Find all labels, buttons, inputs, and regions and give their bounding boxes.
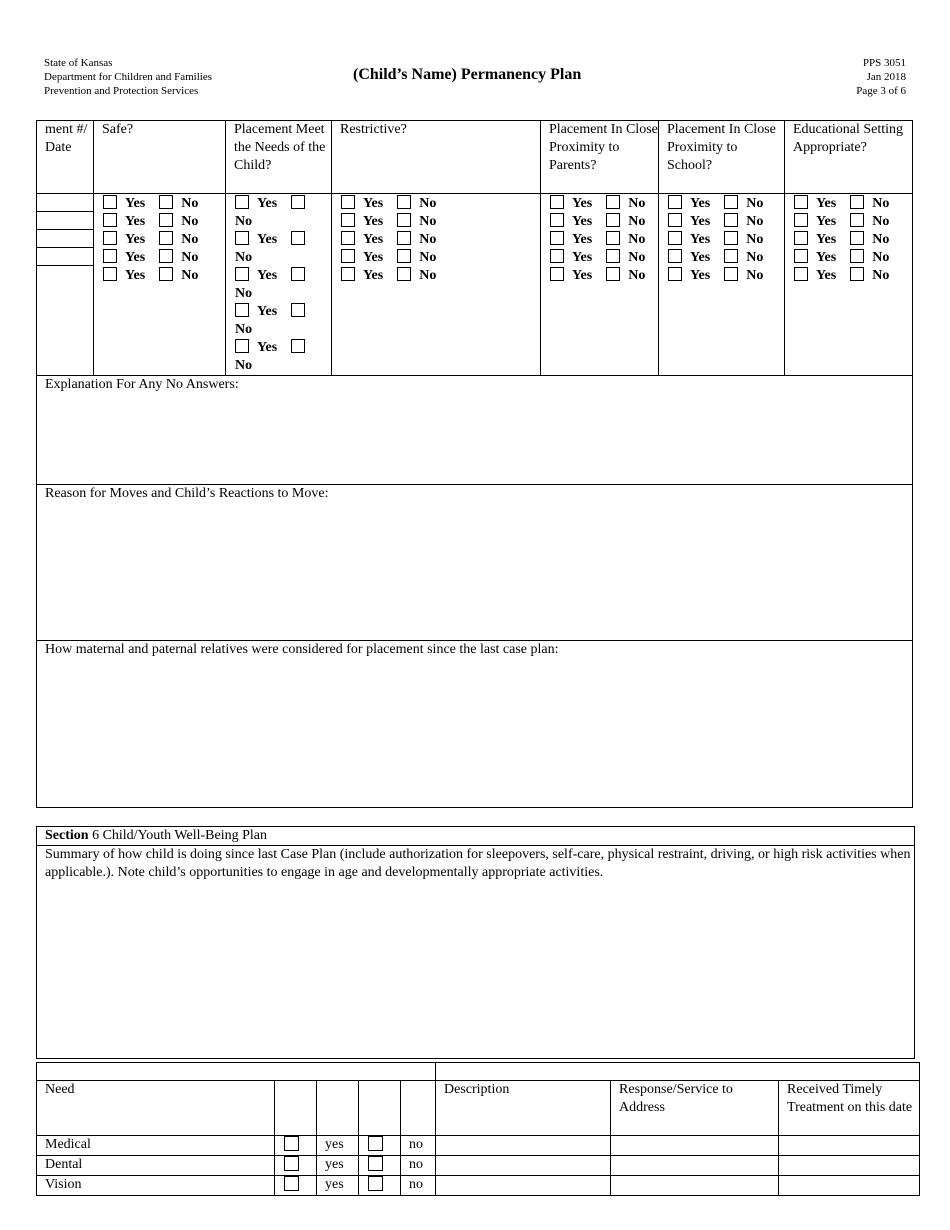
no-label: No xyxy=(628,250,646,265)
response-field[interactable] xyxy=(611,1156,779,1176)
agency-line: Prevention and Protection Services xyxy=(44,85,199,97)
yes-label: Yes xyxy=(816,232,837,247)
no-checkbox[interactable] xyxy=(159,195,173,209)
yes-checkbox[interactable] xyxy=(103,267,117,281)
col-header-school: Placement In Close Proximity to School? xyxy=(659,121,785,194)
section6-title: 6 Child/Youth Well-Being Plan xyxy=(88,828,267,843)
no-label: No xyxy=(235,214,253,229)
need-header: Need xyxy=(37,1081,275,1136)
yes-checkbox[interactable] xyxy=(103,249,117,263)
yes-label: yes xyxy=(317,1176,359,1196)
no-checkbox[interactable] xyxy=(724,213,738,227)
no-label: no xyxy=(401,1136,436,1156)
yes-label: Yes xyxy=(572,196,593,211)
blank-header xyxy=(317,1081,359,1136)
no-checkbox[interactable] xyxy=(291,231,305,245)
no-checkbox[interactable] xyxy=(397,249,411,263)
form-number: PPS 3051 xyxy=(862,57,906,69)
yes-checkbox[interactable] xyxy=(341,213,355,227)
col-header-needs: Placement Meet the Needs of the Child? xyxy=(226,121,332,194)
no-label: no xyxy=(401,1176,436,1196)
need-label: Vision xyxy=(37,1176,275,1196)
yes-checkbox[interactable] xyxy=(550,231,564,245)
date-field[interactable] xyxy=(37,230,93,248)
no-label: No xyxy=(181,268,199,283)
yes-checkbox[interactable] xyxy=(103,231,117,245)
no-checkbox[interactable] xyxy=(850,249,864,263)
date-field[interactable] xyxy=(37,248,93,266)
response-header: Response/Service to Address xyxy=(611,1081,779,1136)
no-label: No xyxy=(746,232,764,247)
table-row xyxy=(37,1136,920,1156)
no-checkbox[interactable] xyxy=(724,249,738,263)
no-checkbox[interactable] xyxy=(159,231,173,245)
description-field[interactable] xyxy=(436,1156,611,1176)
yes-label: Yes xyxy=(125,232,146,247)
agency-line: Department for Children and Families xyxy=(44,71,213,83)
yes-label: Yes xyxy=(125,268,146,283)
yes-label: Yes xyxy=(257,268,278,283)
page-number: Page 3 of 6 xyxy=(856,85,906,97)
agency-block xyxy=(44,56,212,98)
summary-label: Summary of how child is doing since last Case Plan (include authorization for sleepovers, self-care, physical restraint, driving, or high risk activities when applicable.). Note child’s opportunities to engage in age and developmentally appropriate activities. xyxy=(45,847,911,880)
yes-label: Yes xyxy=(816,214,837,229)
yes-checkbox[interactable] xyxy=(794,195,808,209)
needs-table xyxy=(36,1062,920,1196)
yes-checkbox[interactable] xyxy=(668,249,682,263)
education-checks xyxy=(785,194,913,376)
form-info-block xyxy=(856,56,906,98)
table-row xyxy=(37,1176,920,1196)
yes-label: Yes xyxy=(690,232,711,247)
response-field[interactable] xyxy=(611,1136,779,1156)
yes-label: Yes xyxy=(572,232,593,247)
no-label: No xyxy=(628,214,646,229)
no-label: No xyxy=(746,268,764,283)
yes-checkbox[interactable] xyxy=(284,1136,299,1151)
section6-table xyxy=(36,826,915,1059)
no-checkbox[interactable] xyxy=(397,213,411,227)
safe-checks xyxy=(94,194,226,376)
no-checkbox[interactable] xyxy=(724,231,738,245)
yes-checkbox[interactable] xyxy=(794,213,808,227)
no-label: No xyxy=(181,250,199,265)
no-label: No xyxy=(235,250,253,265)
no-label: No xyxy=(419,232,437,247)
no-checkbox[interactable] xyxy=(397,231,411,245)
section-word: Section xyxy=(45,828,89,843)
response-field[interactable] xyxy=(611,1176,779,1196)
yes-checkbox[interactable] xyxy=(794,249,808,263)
yes-checkbox[interactable] xyxy=(550,267,564,281)
col-header-restrictive: Restrictive? xyxy=(332,121,541,194)
no-label: No xyxy=(419,268,437,283)
yes-checkbox-cell xyxy=(275,1156,317,1176)
yes-checkbox[interactable] xyxy=(235,339,249,353)
yes-label: Yes xyxy=(363,250,384,265)
no-checkbox[interactable] xyxy=(291,195,305,209)
treatment-field[interactable] xyxy=(779,1136,920,1156)
yes-checkbox[interactable] xyxy=(284,1176,299,1191)
col-header-education: Educational Setting Appropriate? xyxy=(785,121,913,194)
no-label: No xyxy=(628,196,646,211)
no-checkbox[interactable] xyxy=(368,1136,383,1151)
no-checkbox[interactable] xyxy=(159,267,173,281)
reason-label: Reason for Moves and Child’s Reactions to Move: xyxy=(45,486,329,501)
yes-label: Yes xyxy=(363,268,384,283)
yes-label: Yes xyxy=(257,304,278,319)
no-checkbox[interactable] xyxy=(606,213,620,227)
yes-checkbox[interactable] xyxy=(550,195,564,209)
yes-label: Yes xyxy=(816,196,837,211)
yes-checkbox[interactable] xyxy=(550,213,564,227)
no-checkbox[interactable] xyxy=(159,213,173,227)
yes-checkbox-cell xyxy=(275,1176,317,1196)
no-label: No xyxy=(235,322,253,337)
yes-label: Yes xyxy=(572,214,593,229)
blank-header xyxy=(401,1081,436,1136)
yes-label: Yes xyxy=(690,250,711,265)
no-label: No xyxy=(419,214,437,229)
form-date: Jan 2018 xyxy=(866,71,906,83)
no-label: No xyxy=(181,232,199,247)
no-checkbox[interactable] xyxy=(291,339,305,353)
section6-header xyxy=(37,827,915,846)
explanation-label: Explanation For Any No Answers: xyxy=(45,377,239,392)
no-label: No xyxy=(746,196,764,211)
no-label: No xyxy=(872,250,890,265)
needs-checks xyxy=(226,194,332,376)
yes-checkbox-cell xyxy=(275,1136,317,1156)
blank-header xyxy=(275,1081,317,1136)
no-checkbox[interactable] xyxy=(850,213,864,227)
no-checkbox[interactable] xyxy=(397,195,411,209)
treatment-header: Received Timely Treatment on this date xyxy=(779,1081,920,1136)
yes-checkbox[interactable] xyxy=(668,231,682,245)
school-checks xyxy=(659,194,785,376)
yes-label: Yes xyxy=(816,250,837,265)
no-label: No xyxy=(181,214,199,229)
col-header-date: ment #/ Date xyxy=(37,121,94,194)
date-subrows xyxy=(37,194,93,266)
yes-label: Yes xyxy=(363,196,384,211)
no-checkbox-cell xyxy=(359,1136,401,1156)
need-label: Medical xyxy=(37,1136,275,1156)
summary-field[interactable] xyxy=(37,846,915,1059)
yes-label: Yes xyxy=(363,214,384,229)
reason-field[interactable] xyxy=(37,485,913,641)
yes-label: Yes xyxy=(816,268,837,283)
restrictive-checks xyxy=(332,194,541,376)
no-label: No xyxy=(872,196,890,211)
treatment-field[interactable] xyxy=(779,1156,920,1176)
description-field[interactable] xyxy=(436,1176,611,1196)
yes-label: Yes xyxy=(257,232,278,247)
no-label: No xyxy=(872,232,890,247)
treatment-field[interactable] xyxy=(779,1176,920,1196)
yes-checkbox[interactable] xyxy=(235,195,249,209)
yes-checkbox[interactable] xyxy=(794,231,808,245)
yes-label: Yes xyxy=(125,196,146,211)
no-checkbox[interactable] xyxy=(850,195,864,209)
yes-checkbox[interactable] xyxy=(668,213,682,227)
no-checkbox[interactable] xyxy=(606,231,620,245)
yes-checkbox[interactable] xyxy=(668,267,682,281)
no-checkbox[interactable] xyxy=(368,1156,383,1171)
no-checkbox[interactable] xyxy=(159,249,173,263)
page-title: (Child’s Name) Permanency Plan xyxy=(353,66,582,83)
parents-checks xyxy=(541,194,659,376)
no-label: no xyxy=(401,1156,436,1176)
yes-label: Yes xyxy=(690,196,711,211)
yes-label: Yes xyxy=(690,268,711,283)
yes-checkbox[interactable] xyxy=(235,303,249,317)
no-checkbox[interactable] xyxy=(606,195,620,209)
no-label: No xyxy=(181,196,199,211)
no-label: No xyxy=(746,250,764,265)
no-checkbox-cell xyxy=(359,1176,401,1196)
yes-label: Yes xyxy=(257,340,278,355)
yes-label: Yes xyxy=(572,268,593,283)
no-label: No xyxy=(419,196,437,211)
no-checkbox[interactable] xyxy=(606,267,620,281)
yes-label: yes xyxy=(317,1136,359,1156)
yes-checkbox[interactable] xyxy=(668,195,682,209)
yes-checkbox[interactable] xyxy=(341,231,355,245)
blank-cell xyxy=(37,1063,436,1081)
no-checkbox[interactable] xyxy=(397,267,411,281)
no-checkbox[interactable] xyxy=(606,249,620,263)
description-header: Description xyxy=(436,1081,611,1136)
yes-checkbox[interactable] xyxy=(103,213,117,227)
relatives-field[interactable] xyxy=(37,641,913,808)
date-cells xyxy=(37,194,94,376)
yes-label: Yes xyxy=(363,232,384,247)
no-label: No xyxy=(746,214,764,229)
no-label: No xyxy=(628,268,646,283)
yes-label: Yes xyxy=(257,196,278,211)
yes-label: Yes xyxy=(125,250,146,265)
no-checkbox[interactable] xyxy=(291,267,305,281)
yes-label: Yes xyxy=(572,250,593,265)
yes-checkbox[interactable] xyxy=(550,249,564,263)
yes-checkbox[interactable] xyxy=(341,249,355,263)
yes-checkbox[interactable] xyxy=(103,195,117,209)
yes-checkbox[interactable] xyxy=(284,1156,299,1171)
no-checkbox[interactable] xyxy=(850,231,864,245)
col-header-parents: Placement In Close Proximity to Parents? xyxy=(541,121,659,194)
explanation-field[interactable] xyxy=(37,376,913,485)
no-checkbox[interactable] xyxy=(850,267,864,281)
yes-label: yes xyxy=(317,1156,359,1176)
yes-checkbox[interactable] xyxy=(341,267,355,281)
table-row xyxy=(37,1156,920,1176)
yes-checkbox[interactable] xyxy=(794,267,808,281)
placement-table xyxy=(36,120,913,808)
no-label: No xyxy=(419,250,437,265)
relatives-label: How maternal and paternal relatives were considered for placement since the last case plan: xyxy=(45,642,559,657)
col-header-safe: Safe? xyxy=(94,121,226,194)
yes-checkbox[interactable] xyxy=(235,231,249,245)
no-label: No xyxy=(235,358,253,373)
no-checkbox-cell xyxy=(359,1156,401,1176)
agency-line: State of Kansas xyxy=(44,57,113,69)
date-field[interactable] xyxy=(37,212,93,230)
yes-checkbox[interactable] xyxy=(235,267,249,281)
yes-label: Yes xyxy=(125,214,146,229)
blank-cell xyxy=(436,1063,920,1081)
no-checkbox[interactable] xyxy=(724,267,738,281)
no-checkbox[interactable] xyxy=(368,1176,383,1191)
date-field[interactable] xyxy=(37,194,93,212)
no-label: No xyxy=(628,232,646,247)
yes-label: Yes xyxy=(690,214,711,229)
description-field[interactable] xyxy=(436,1136,611,1156)
yes-checkbox[interactable] xyxy=(341,195,355,209)
no-label: No xyxy=(872,214,890,229)
no-checkbox[interactable] xyxy=(291,303,305,317)
need-label: Dental xyxy=(37,1156,275,1176)
blank-header xyxy=(359,1081,401,1136)
no-label: No xyxy=(235,286,253,301)
no-label: No xyxy=(872,268,890,283)
no-checkbox[interactable] xyxy=(724,195,738,209)
